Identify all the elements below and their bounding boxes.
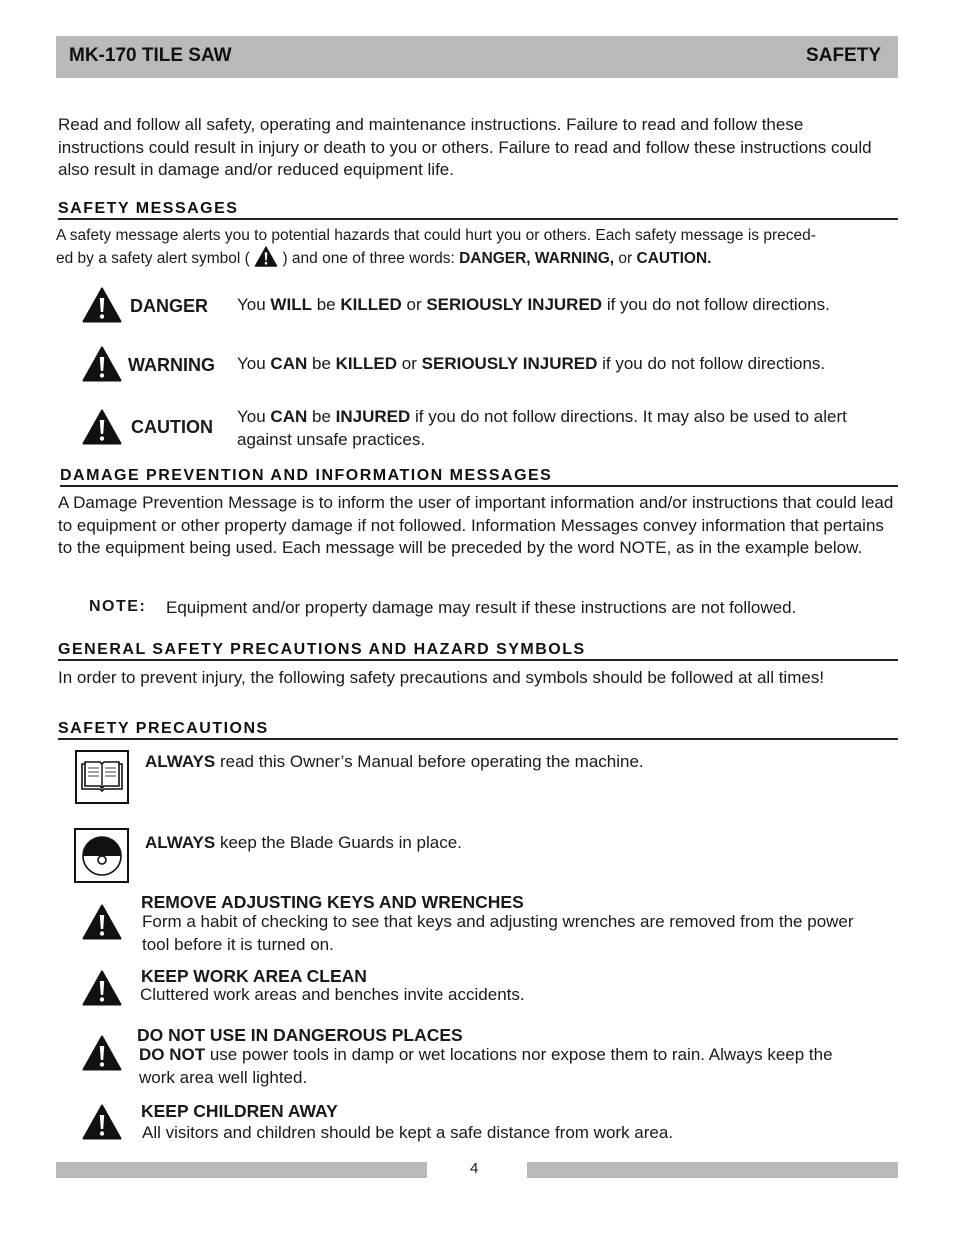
warning-label: WARNING [128,355,215,375]
footer-bar-left [56,1162,427,1178]
precaution-text: DO NOT use power tools in damp or wet locations nor expose them to rain. Always keep the work area well lighted. [139,1045,833,1087]
danger-label: DANGER [130,296,209,316]
precaution-guards-text: ALWAYS keep the Blade Guards in place. [145,833,462,852]
danger-text: You WILL be KILLED or SERIOUSLY INJURED if you do not follow directions. [237,295,830,314]
manual-icon-box [75,750,129,804]
caution-text: You CAN be INJURED if you do not follow directions. It may also be used to alert against unsafe practices. [237,407,847,449]
precaution-text: Cluttered work areas and benches invite accidents. [140,985,525,1004]
safety-messages-text: A safety message alerts you to potential hazards that could hurt you or others. Each safety message is preced- ed by a safety alert symbol ( ) and one of three words: DANGER, WARNING, or CAUTION. [56,227,816,267]
warning-text: You CAN be KILLED or SERIOUSLY INJURED if you do not follow directions. [237,354,826,373]
precaution-text: Form a habit of checking to see that keys and adjusting wrenches are removed from the power tool before it is turned on. [142,912,854,954]
warning-triangle-icon [254,246,278,267]
page-number: 4 [470,1160,479,1177]
safety-messages-title: SAFETY MESSAGES [58,199,898,220]
precaution-text: All visitors and children should be kept a safe distance from work area. [142,1123,674,1142]
warning-triangle-icon [82,287,122,323]
precaution-title: KEEP WORK AREA CLEAN [141,966,367,986]
section-label: SAFETY [806,45,881,66]
general-safety-title: GENERAL SAFETY PRECAUTIONS AND HAZARD SYMBOLS [58,640,898,661]
precaution-title: REMOVE ADJUSTING KEYS AND WRENCHES [141,892,524,912]
damage-prevention-text: A Damage Prevention Message is to inform the user of important information and/or instructions that could lead to equipment or other property damage if not followed. Information Messages convey information that pertains to the equipment being used. Each message will be preceded by the word NOTE, as in the example below. [58,493,894,557]
blade-guard-icon-box [74,828,129,883]
warning-triangle-icon [82,1104,122,1140]
general-safety-text: In order to prevent injury, the following safety precautions and symbols should be followed at all times! [58,668,825,687]
precaution-title: DO NOT USE IN DANGEROUS PLACES [137,1025,463,1045]
warning-triangle-icon [82,409,122,445]
warning-triangle-icon [82,904,122,940]
intro-paragraph: Read and follow all safety, operating and maintenance instructions. Failure to read and follow these instructions could result in injury or death to you or others. Failure to read and follow these instructions could also result in damage and/or reduced equipment life. [58,115,872,179]
warning-triangle-icon [82,346,122,382]
footer-bar-right [527,1162,898,1178]
note-text: Equipment and/or property damage may result if these instructions are not followed. [166,598,797,617]
warning-triangle-icon [82,1035,122,1071]
note-label: NOTE: [89,598,147,615]
blade-guard-icon [80,834,124,878]
precaution-manual-text: ALWAYS read this Owner’s Manual before operating the machine. [145,752,644,771]
header-bar [56,36,898,78]
manual-book-icon [78,760,126,794]
caution-label: CAUTION [131,417,213,437]
damage-prevention-title: DAMAGE PREVENTION AND INFORMATION MESSAGES [60,466,898,487]
safety-precautions-title: SAFETY PRECAUTIONS [58,719,898,740]
document-title: MK-170 TILE SAW [69,45,232,66]
precaution-title: KEEP CHILDREN AWAY [141,1101,338,1121]
warning-triangle-icon [82,970,122,1006]
